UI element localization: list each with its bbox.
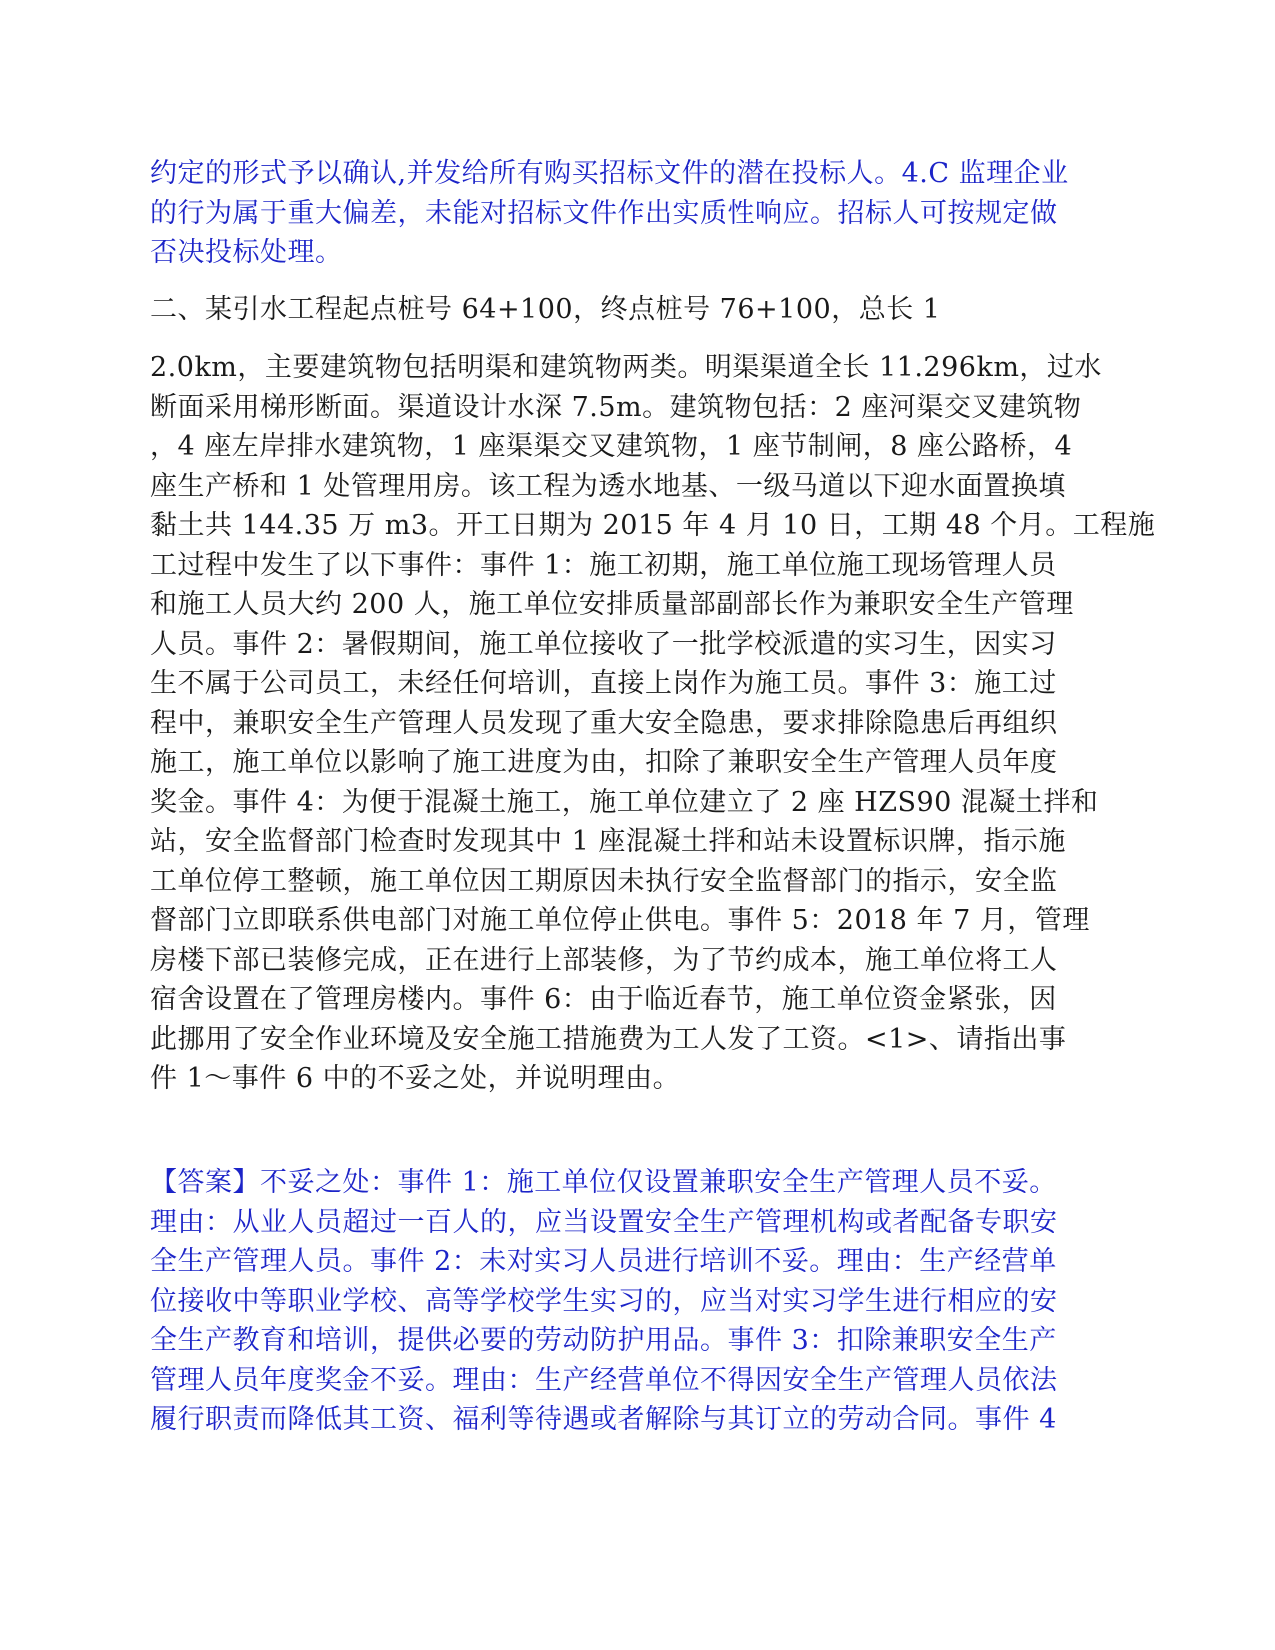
text-line: 全生产教育和培训，提供必要的劳动防护用品。事件 3：扣除兼职安全生产 [150, 1325, 1057, 1356]
text-line: 【答案】不妥之处：事件 1：施工单位仅设置兼职安全生产管理人员不妥。 [150, 1167, 1057, 1198]
text-line: 生不属于公司员工，未经任何培训，直接上岗作为施工员。事件 3：施工过 [150, 668, 1057, 699]
text-line: 宿舍设置在了管理房楼内。事件 6：由于临近春节，施工单位资金紧张，因 [150, 984, 1057, 1015]
text-line: 履行职责而降低其工资、福利等待遇或者解除与其订立的劳动合同。事件 4 [150, 1404, 1057, 1435]
text-line: 施工，施工单位以影响了施工进度为由，扣除了兼职安全生产管理人员年度 [150, 747, 1058, 778]
text-line: 断面采用梯形断面。渠道设计水深 7.5m。建筑物包括：2 座河渠交叉建筑物 [150, 391, 1082, 423]
text-line: 件 1～事件 6 中的不妥之处，并说明理由。 [150, 1063, 681, 1094]
text-line: 二、某引水工程起点桩号 64+100，终点桩号 76+100，总长 1 [150, 294, 941, 325]
text-line: 理由：从业人员超过一百人的，应当设置安全生产管理机构或者配备专职安 [150, 1206, 1058, 1238]
text-line: 站，安全监督部门检查时发现其中 1 座混凝土拌和站未设置标识牌，指示施 [150, 826, 1066, 857]
text-line: 工单位停工整顿，施工单位因工期原因未执行安全监督部门的指示，安全监 [150, 865, 1058, 897]
text-line: ，4 座左岸排水建筑物，1 座渠渠交叉建筑物，1 座节制闸，8 座公路桥，4 [150, 431, 1073, 462]
text-line: 房楼下部已装修完成，正在进行上部装修，为了节约成本，施工单位将工人 [150, 944, 1058, 976]
question-body-paragraph [150, 348, 1156, 1099]
text-line: 程中，兼职安全生产管理人员发现了重大安全隐患，要求排除隐患后再组织 [150, 707, 1058, 739]
text-line: 的行为属于重大偏差，未能对招标文件作出实质性响应。招标人可按规定做 [150, 197, 1058, 229]
text-line: 人员。事件 2：暑假期间，施工单位接收了一批学校派遣的实习生，因实习 [150, 628, 1057, 660]
text-line: 此挪用了安全作业环境及安全施工措施费为工人发了工资。<1>、请指出事 [150, 1023, 1067, 1055]
text-line: 位接收中等职业学校、高等学校学生实习的，应当对实习学生进行相应的安 [150, 1285, 1058, 1317]
text-line: 全生产管理人员。事件 2：未对实习人员进行培训不妥。理由：生产经营单 [150, 1246, 1057, 1277]
text-line: 督部门立即联系供电部门对施工单位停止供电。事件 5：2018 年 7 月，管理 [150, 905, 1090, 936]
question-heading [150, 290, 1125, 330]
text-line: 黏土共 144.35 万 m3。开工日期为 2015 年 4 月 10 日，工期 48 个月。工程施 [150, 510, 1156, 541]
text-line: 和施工人员大约 200 人，施工单位安排质量部副部长作为兼职安全生产管理 [150, 589, 1074, 620]
text-line: 管理人员年度奖金不妥。理由：生产经营单位不得因安全生产管理人员依法 [150, 1364, 1058, 1396]
previous-answer-paragraph [150, 154, 1125, 273]
text-line: 座生产桥和 1 处管理用房。该工程为透水地基、一级马道以下迎水面置换填 [150, 470, 1066, 502]
text-line: 否决投标处理。 [150, 237, 343, 268]
text-line: 约定的形式予以确认,并发给所有购买招标文件的潜在投标人。4.C 监理企业 [150, 158, 1069, 189]
text-line: 2.0km，主要建筑物包括明渠和建筑物两类。明渠渠道全长 11.296km，过水 [150, 352, 1102, 383]
answer-paragraph [150, 1163, 1125, 1440]
text-line: 奖金。事件 4：为便于混凝土施工，施工单位建立了 2 座 HZS90 混凝土拌和 [150, 786, 1099, 818]
text-line: 工过程中发生了以下事件：事件 1：施工初期，施工单位施工现场管理人员 [150, 549, 1057, 581]
